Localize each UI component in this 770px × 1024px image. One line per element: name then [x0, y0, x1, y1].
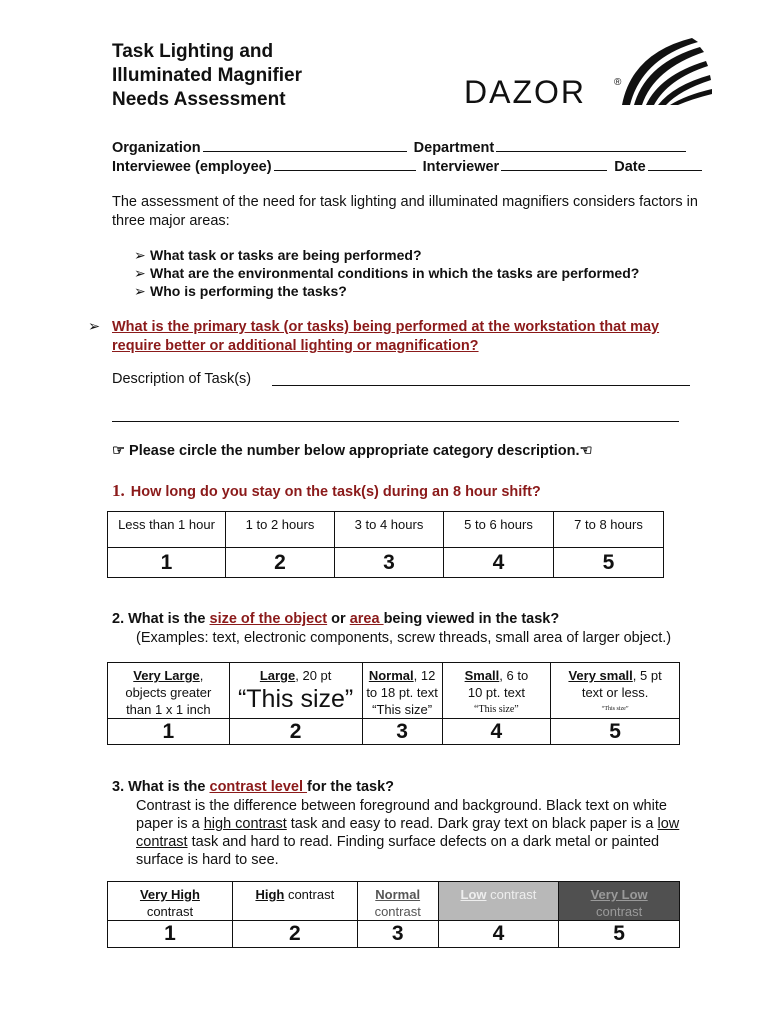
- question-line: What is the primary task (or tasks) being performed at the workstation that may: [112, 319, 660, 335]
- q3-highlight: contrast level: [209, 779, 308, 795]
- q1-number: 1.: [112, 481, 125, 500]
- q3-underlined: contrast: [136, 834, 188, 850]
- q3-description: [136, 797, 679, 869]
- table-row: [108, 663, 680, 719]
- q3-option-3[interactable]: 3: [357, 921, 438, 948]
- q1-label: 5 to 6 hours: [444, 512, 554, 548]
- q3-option-2[interactable]: 2: [232, 921, 357, 948]
- q3-cell-text: contrast: [374, 904, 421, 919]
- areas-list: [134, 246, 639, 300]
- q2-option-1[interactable]: 1: [108, 719, 230, 745]
- q3-cell-text: contrast: [146, 904, 194, 919]
- q3-cell-text: contrast: [486, 887, 537, 902]
- q3-high-cell: [232, 882, 357, 921]
- q3-very-high-cell: [108, 882, 233, 921]
- q2-cell-text: to 18 pt. text: [366, 685, 438, 700]
- q3-cell-text: contrast: [284, 887, 335, 902]
- list-item-text: What task or tasks are being performed?: [150, 247, 422, 263]
- q3-option-1[interactable]: 1: [108, 921, 233, 948]
- q3-cell-title: Normal: [375, 887, 421, 902]
- q3-description-line: [136, 815, 679, 833]
- q3-text: paper is a: [136, 816, 204, 832]
- q2-cell-text: objects greater: [125, 685, 212, 700]
- list-item-text: What are the environmental conditions in which the tasks are performed?: [150, 265, 640, 281]
- q2-highlight: area: [349, 611, 384, 627]
- primary-task-question: [88, 318, 659, 356]
- q2-examples: (Examples: text, electronic components, screw threads, small area of larger object.): [136, 630, 672, 646]
- q2-size-sample: “This size”: [372, 702, 433, 717]
- q2-option-4[interactable]: 4: [442, 719, 551, 745]
- q2-cell-text: 10 pt. text: [467, 685, 525, 700]
- table-row: [108, 921, 680, 948]
- q2-large-cell: [229, 663, 362, 719]
- pointing-hand-icon: ☜: [579, 443, 593, 459]
- q1-option-3[interactable]: 3: [335, 548, 444, 578]
- q2-cell-title: Small: [464, 668, 500, 683]
- interviewee-field[interactable]: [274, 157, 416, 171]
- description-label: Description of Task(s): [112, 371, 252, 387]
- form-row-2: [112, 157, 702, 175]
- arrow-bullet-icon: ➢: [134, 283, 146, 299]
- q2-cell-text: , 5 pt: [632, 668, 662, 683]
- title-line: Needs Assessment: [112, 89, 286, 110]
- intro-paragraph: The assessment of the need for task lighting and illuminated magnifiers considers factors in three major areas:: [112, 194, 698, 229]
- q2-heading: [112, 611, 559, 627]
- q3-option-4[interactable]: 4: [438, 921, 559, 948]
- q3-cell-title: Very High: [139, 887, 200, 902]
- list-item: [134, 246, 639, 264]
- department-field[interactable]: [496, 138, 686, 152]
- list-item: [134, 264, 639, 282]
- q2-cell-title: Very Large: [133, 668, 200, 683]
- q2-cell-title: Very small: [568, 668, 633, 683]
- registered-mark: ®: [614, 77, 622, 88]
- form-row-1: [112, 138, 686, 156]
- q1-table: [107, 511, 664, 578]
- q2-option-5[interactable]: 5: [551, 719, 680, 745]
- arrow-bullet-icon: ➢: [134, 265, 146, 281]
- pointing-hand-icon: ☞: [112, 443, 125, 459]
- q1-option-4[interactable]: 4: [444, 548, 554, 578]
- organization-field[interactable]: [203, 138, 407, 152]
- q3-cell-title: Low: [460, 887, 487, 902]
- q2-size-sample: “This size”: [601, 706, 629, 712]
- q2-table: [107, 662, 680, 745]
- q1-heading: [112, 481, 541, 501]
- date-field[interactable]: [648, 157, 702, 171]
- q2-cell-text: , 6 to: [499, 668, 529, 683]
- q1-label: Less than 1 hour: [108, 512, 226, 548]
- arrow-bullet-icon: ➢: [134, 247, 146, 263]
- q2-cell-text: , 12: [413, 668, 436, 683]
- q1-option-1[interactable]: 1: [108, 548, 226, 578]
- q2-size-sample: “This size”: [237, 685, 354, 713]
- table-row: [108, 719, 680, 745]
- q2-normal-cell: [362, 663, 442, 719]
- q3-very-low-cell: [559, 882, 680, 921]
- list-item-text: Who is performing the tasks?: [150, 283, 347, 299]
- q3-normal-cell: [357, 882, 438, 921]
- q2-very-small-cell: [551, 663, 680, 719]
- arrow-bullet-icon: ➢: [88, 319, 101, 335]
- q1-option-5[interactable]: 5: [554, 548, 664, 578]
- department-label: Department: [413, 140, 495, 156]
- q3-cell-title: High: [255, 887, 285, 902]
- q2-cell-text: ,: [199, 668, 204, 683]
- circle-instruction-text: Please circle the number below appropriate category description.: [129, 443, 580, 459]
- q2-cell-text: text or less.: [581, 685, 649, 700]
- q2-cell-text: , 20 pt: [295, 668, 332, 683]
- description-field-line-2[interactable]: [112, 421, 679, 422]
- q3-description-line: surface is hard to see.: [136, 852, 279, 868]
- sunburst-logo-icon: [622, 38, 712, 105]
- q3-option-5[interactable]: 5: [559, 921, 680, 948]
- table-row: [108, 548, 664, 578]
- circle-instruction: [112, 443, 592, 459]
- q3-heading: [112, 779, 394, 795]
- q3-cell-text: contrast: [596, 904, 643, 919]
- q3-underlined: low: [657, 816, 680, 832]
- dazor-logo: [462, 33, 714, 113]
- table-row: [108, 512, 664, 548]
- organization-label: Organization: [112, 140, 201, 156]
- q2-size-sample: “This size”: [474, 704, 519, 715]
- logo-text: DAZOR: [464, 74, 586, 110]
- title-line: Illuminated Magnifier: [112, 65, 303, 86]
- q2-text: being viewed in the task?: [383, 611, 560, 627]
- q3-text: for the task?: [307, 779, 395, 795]
- q2-very-large-cell: [108, 663, 230, 719]
- q3-description-line: [136, 833, 679, 851]
- q3-table: [107, 881, 680, 948]
- q1-option-2[interactable]: 2: [226, 548, 335, 578]
- q1-label: 3 to 4 hours: [335, 512, 444, 548]
- q1-label: 1 to 2 hours: [226, 512, 335, 548]
- q2-text: 2. What is the: [112, 611, 210, 627]
- q2-option-2[interactable]: 2: [229, 719, 362, 745]
- q2-small-cell: [442, 663, 551, 719]
- document-title: [112, 40, 302, 112]
- q1-label: 7 to 8 hours: [554, 512, 664, 548]
- q2-cell-text: than 1 x 1 inch: [126, 702, 211, 717]
- interviewer-label: Interviewer: [422, 159, 500, 175]
- title-line: Task Lighting and: [112, 41, 274, 62]
- q3-text: 3. What is the: [112, 779, 210, 795]
- q2-cell-title: Large: [259, 668, 296, 683]
- interviewer-field[interactable]: [501, 157, 607, 171]
- question-line: require better or additional lighting or magnification?: [112, 338, 479, 354]
- q2-cell-title: Normal: [368, 668, 414, 683]
- interviewee-label: Interviewee (employee): [112, 159, 272, 175]
- q2-highlight: size of the object: [209, 611, 328, 627]
- q2-text: or: [327, 611, 350, 627]
- q3-description-line: Contrast is the difference between foreground and background. Black text on white: [136, 798, 667, 814]
- date-label: Date: [614, 159, 646, 175]
- q3-underlined: high contrast: [203, 816, 287, 832]
- q3-low-cell: [438, 882, 559, 921]
- list-item: [134, 282, 639, 300]
- q2-option-3[interactable]: 3: [362, 719, 442, 745]
- q1-text: How long do you stay on the task(s) during an 8 hour shift?: [130, 484, 541, 500]
- q3-text: task and hard to read. Finding surface defects on a dark metal or painted: [187, 834, 660, 850]
- q3-cell-title: Very Low: [590, 887, 648, 902]
- table-row: [108, 882, 680, 921]
- description-field[interactable]: [272, 385, 690, 386]
- q3-text: task and easy to read. Dark gray text on black paper is a: [286, 816, 658, 832]
